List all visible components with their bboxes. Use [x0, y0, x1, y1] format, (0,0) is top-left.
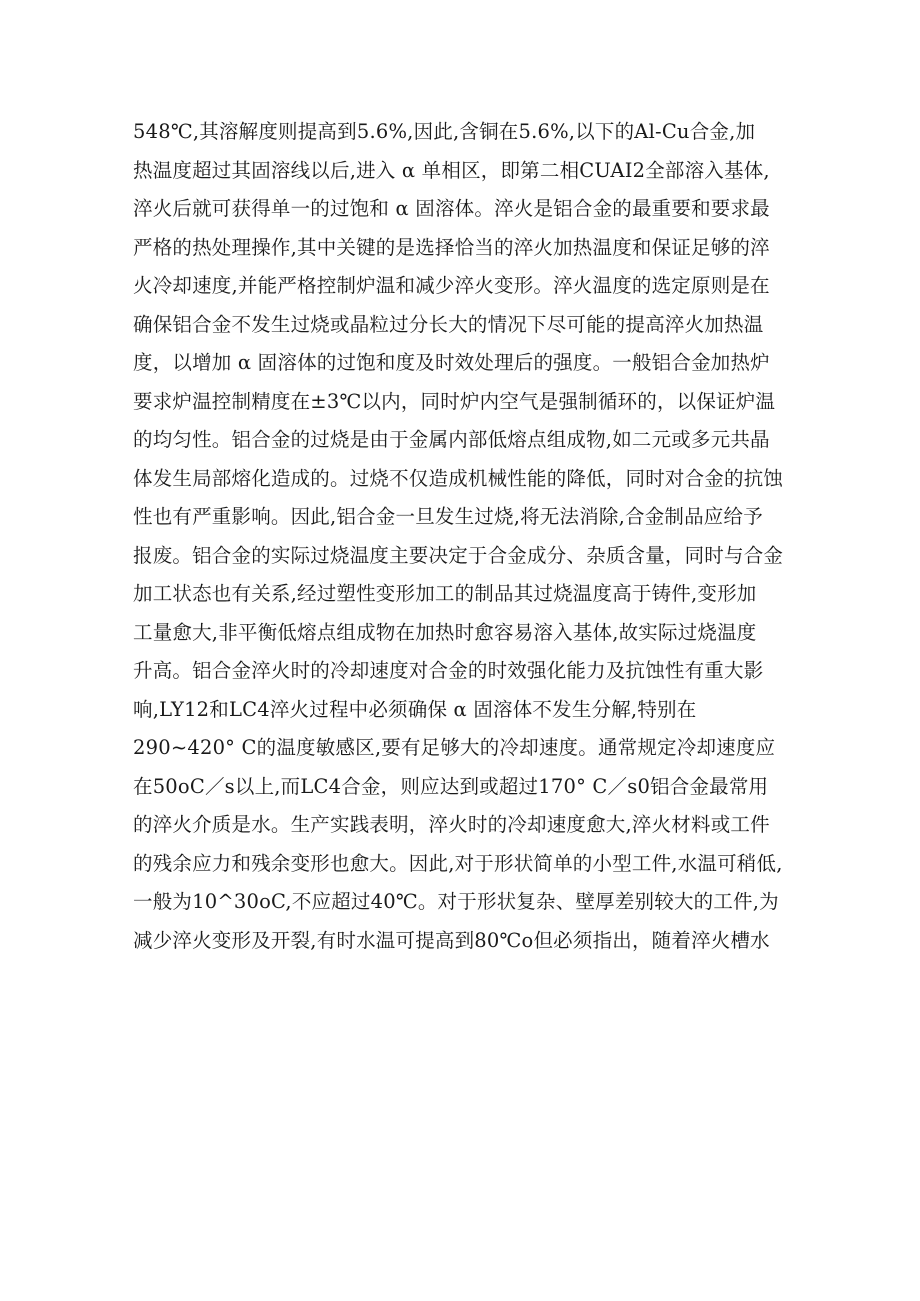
text-line: 确保铝合金不发生过烧或晶粒过分长大的情况下尽可能的提高淬火加热温 — [133, 312, 764, 336]
text-line: 的淬火介质是水。生产实践表明，淬火时的冷却速度愈大,淬火材料或工件 — [133, 813, 770, 836]
body-paragraph — [133, 113, 803, 960]
text-line: 一般为10^30oC,不应超过40℃。对于形状复杂、壁厚差别较大的工件,为 — [133, 890, 779, 913]
text-line: 工量愈大,非平衡低熔点组成物在加热时愈容易溶入基体,故实际过烧温度 — [133, 620, 757, 644]
text-line: 火冷却速度,并能严格控制炉温和减少淬火变形。淬火温度的选定原则是在 — [133, 274, 770, 297]
text-line: 的均匀性。铝合金的过烧是由于金属内部低熔点组成物,如二元或多元共晶 — [133, 428, 770, 451]
text-line: 减少淬火变形及开裂,有时水温可提高到80℃o但必须指出，随着淬火槽水 — [133, 928, 770, 952]
text-line: 290~420° C的温度敏感区,要有足够大的冷却速度。通常规定冷却速度应 — [133, 736, 776, 759]
text-line: 要求炉温控制精度在±3℃以内，同时炉内空气是强制循环的，以保证炉温 — [133, 389, 776, 413]
text-line: 升高。铝合金淬火时的冷却速度对合金的时效强化能力及抗蚀性有重大影 — [133, 659, 764, 682]
text-line: 体发生局部熔化造成的。过烧不仅造成机械性能的降低，同时对合金的抗蚀 — [133, 466, 784, 490]
text-line: 性也有严重影响。因此,铝合金一旦发生过烧,将无法消除,合金制品应给予 — [133, 505, 763, 528]
text-line: 严格的热处理操作,其中关键的是选择恰当的淬火加热温度和保证足够的淬 — [133, 235, 770, 259]
text-line: 的残余应力和残余变形也愈大。因此,对于形状简单的小型工件,水温可稍低, — [133, 851, 783, 875]
text-line: 响,LY12和LC4淬火过程中必须确保 α 固溶体不发生分解,特别在 — [133, 697, 697, 721]
text-line: 548℃,其溶解度则提高到5.6%,因此,含铜在5.6%,以下的Al-Cu合金,加 — [133, 120, 756, 143]
text-line: 度，以增加 α 固溶体的过饱和度及时效处理后的强度。一般铝合金加热炉 — [133, 351, 770, 374]
text-line: 加工状态也有关系,经过塑性变形加工的制品其过烧温度高于铸件,变形加 — [133, 582, 757, 605]
text-line: 在50oC／s以上,而LC4合金，则应达到或超过170° C／s0铝合金最常用 — [133, 774, 769, 798]
text-line: 报废。铝合金的实际过烧温度主要决定于合金成分、杂质含量，同时与合金 — [133, 543, 784, 567]
text-line: 热温度超过其固溶线以后,进入 α 单相区，即第二相CUAI2全部溶入基体, — [133, 158, 770, 182]
text-line: 淬火后就可获得单一的过饱和 α 固溶体。淬火是铝合金的最重要和要求最 — [133, 197, 770, 220]
